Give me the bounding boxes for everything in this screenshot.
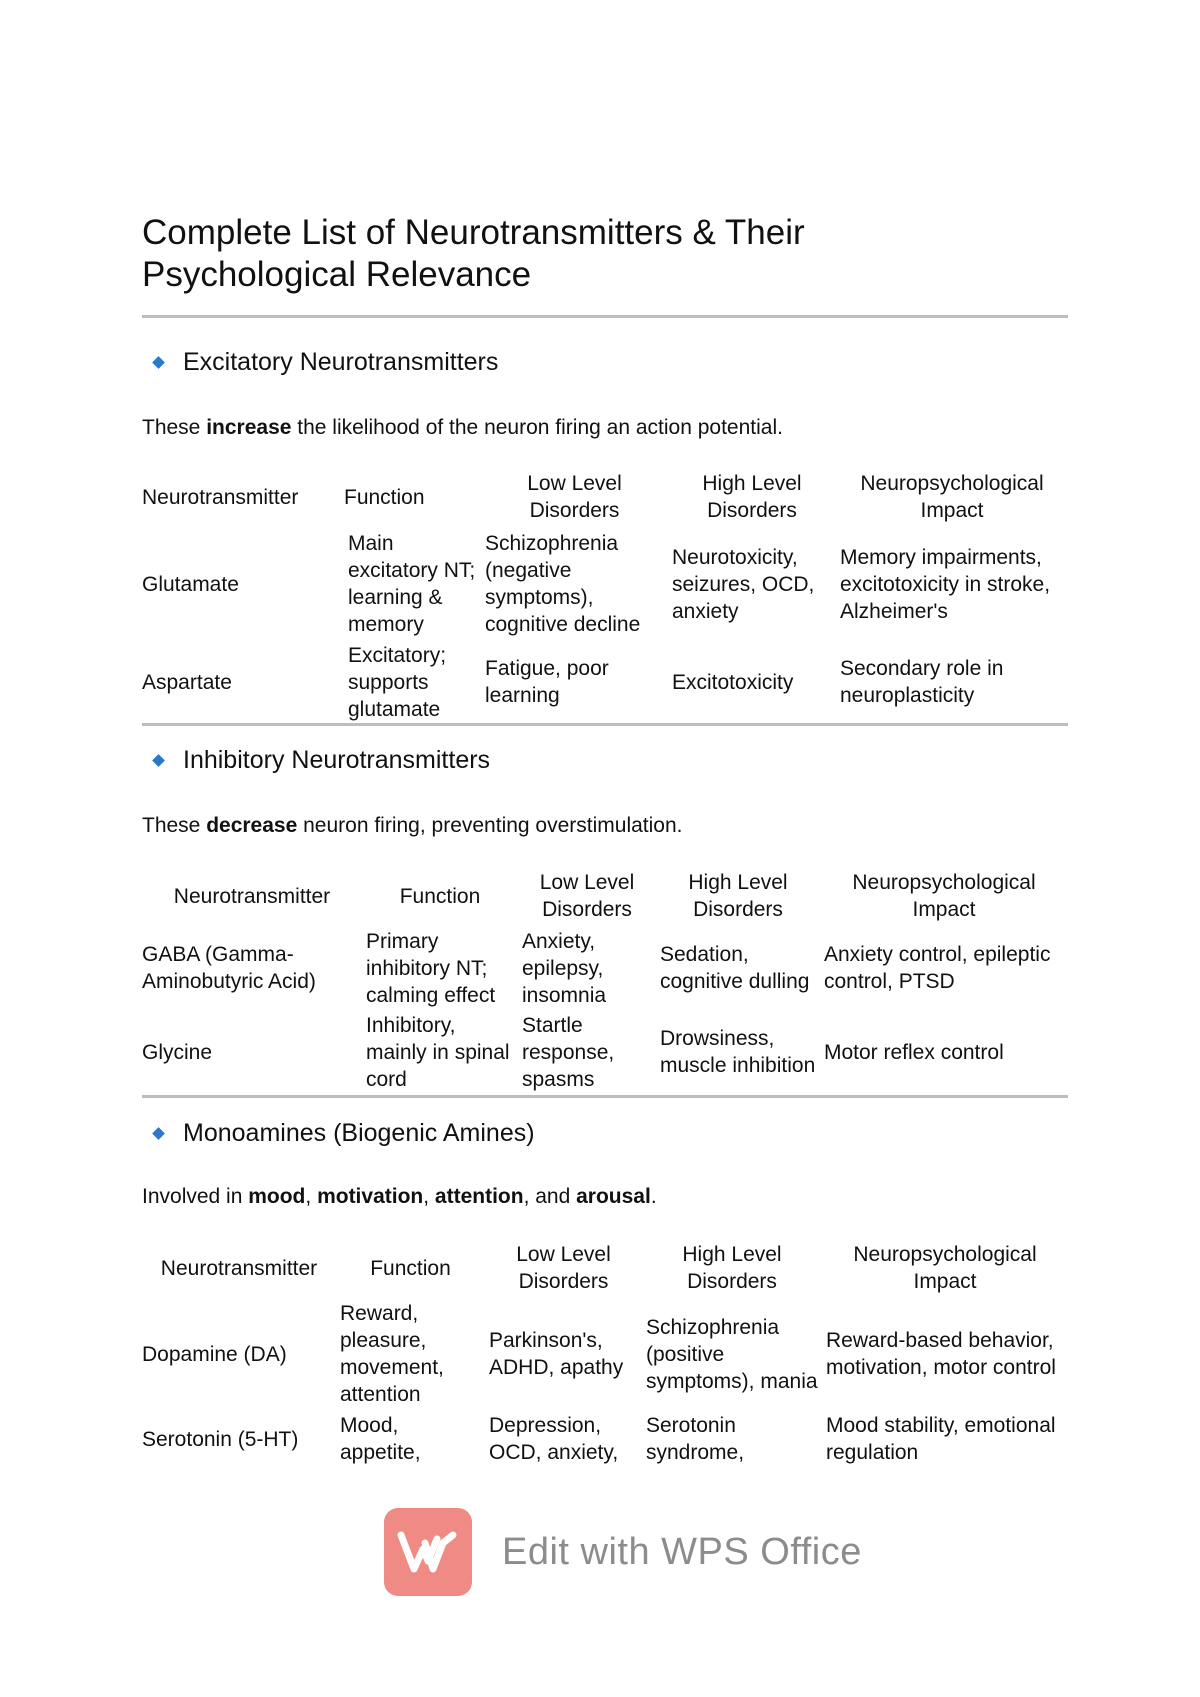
wps-watermark-text[interactable]: Edit with WPS Office xyxy=(502,1530,862,1573)
cell-function: Excitatory; supports glutamate xyxy=(348,643,447,721)
section-heading-text: Excitatory Neurotransmitters xyxy=(183,348,499,376)
bullet-diamond-icon xyxy=(152,1127,165,1140)
cell-function: Reward, pleasure, movement, attention xyxy=(340,1302,444,1406)
col-header-impact: Neuropsychological Impact xyxy=(853,1243,1037,1293)
inhibitory-table xyxy=(142,866,1068,1094)
table-header-row xyxy=(142,1238,1068,1298)
col-header-function: Function xyxy=(370,1256,451,1280)
section-heading-monoamines xyxy=(150,1118,535,1148)
intro-text: . xyxy=(650,1185,657,1208)
cell-low-level: Depression, OCD, anxiety, xyxy=(489,1414,619,1464)
cell-impact: Mood stability, emotional regulation xyxy=(826,1414,1056,1464)
cell-function: Main excitatory NT; learning & memory xyxy=(348,532,476,636)
col-header-low-level: Low Level Disorders xyxy=(539,871,635,921)
cell-high-level: Excitotoxicity xyxy=(672,670,794,694)
cell-impact: Motor reflex control xyxy=(824,1040,1004,1064)
wps-logo-icon[interactable] xyxy=(384,1508,472,1596)
intro-bold-text: increase xyxy=(206,416,292,439)
cell-function: Inhibitory, mainly in spinal cord xyxy=(366,1013,510,1091)
intro-text: the likelihood of the neuron firing an action potential. xyxy=(291,416,783,439)
table-row xyxy=(142,641,1068,723)
section-heading-excitatory xyxy=(150,347,498,377)
cell-high-level: Drowsiness, muscle inhibition xyxy=(660,1027,816,1077)
monoamines-table xyxy=(142,1238,1068,1468)
wps-w-glyph-icon xyxy=(397,1529,459,1575)
cell-impact: Anxiety control, epileptic control, PTSD xyxy=(824,943,1051,993)
section-intro-inhibitory xyxy=(142,813,683,839)
intro-text: , xyxy=(423,1185,435,1208)
cell-impact: Secondary role in neuroplasticity xyxy=(840,657,1004,707)
wps-watermark[interactable] xyxy=(384,1508,862,1596)
excitatory-table xyxy=(142,467,1068,723)
col-header-high-level: High Level Disorders xyxy=(702,472,802,522)
table-row xyxy=(142,1010,1068,1094)
intro-text: These xyxy=(142,814,207,837)
table-header-row xyxy=(142,467,1068,527)
table-row xyxy=(142,1298,1068,1410)
section-heading-inhibitory xyxy=(150,745,490,775)
title-divider xyxy=(142,315,1068,318)
cell-high-level: Neurotoxicity, seizures, OCD, anxiety xyxy=(672,545,815,623)
cell-impact: Memory impairments, excitotoxicity in stroke, Alzheimer's xyxy=(840,545,1051,623)
section-divider xyxy=(142,1095,1068,1098)
intro-text: , xyxy=(305,1185,318,1208)
section-intro-excitatory xyxy=(142,415,783,441)
col-header-neurotransmitter: Neurotransmitter xyxy=(142,485,299,509)
table-row xyxy=(142,926,1068,1010)
intro-bold-text: decrease xyxy=(206,814,298,837)
intro-bold-text: arousal xyxy=(576,1185,651,1208)
cell-neurotransmitter: Glutamate xyxy=(142,572,239,596)
col-header-impact: Neuropsychological Impact xyxy=(852,871,1036,921)
col-header-function: Function xyxy=(344,485,425,509)
cell-neurotransmitter: Aspartate xyxy=(142,670,232,694)
col-header-high-level: High Level Disorders xyxy=(688,871,788,921)
cell-low-level: Anxiety, epilepsy, insomnia xyxy=(522,929,607,1007)
cell-high-level: Serotonin syndrome, xyxy=(646,1414,745,1464)
intro-bold-text: attention xyxy=(434,1185,524,1208)
page-title: Complete List of Neurotransmitters & Their Psychological Relevance xyxy=(142,213,805,294)
intro-text: Involved in xyxy=(142,1185,249,1208)
section-heading-text: Inhibitory Neurotransmitters xyxy=(183,746,491,774)
cell-function: Primary inhibitory NT; calming effect xyxy=(366,929,496,1007)
table-row xyxy=(142,1410,1068,1468)
table-header-row xyxy=(142,866,1068,926)
col-header-low-level: Low Level Disorders xyxy=(527,472,622,522)
cell-impact: Reward-based behavior, motivation, motor control xyxy=(826,1329,1056,1379)
col-header-low-level: Low Level Disorders xyxy=(516,1243,611,1293)
section-heading-text: Monoamines (Biogenic Amines) xyxy=(183,1119,535,1147)
intro-bold-text: mood xyxy=(248,1185,306,1208)
intro-text: These xyxy=(142,416,207,439)
col-header-neurotransmitter: Neurotransmitter xyxy=(160,1256,318,1280)
intro-text: , and xyxy=(523,1185,577,1208)
bullet-diamond-icon xyxy=(152,356,165,369)
col-header-impact: Neuropsychological Impact xyxy=(860,472,1044,522)
col-header-neurotransmitter: Neurotransmitter xyxy=(173,884,331,908)
col-header-high-level: High Level Disorders xyxy=(682,1243,782,1293)
cell-low-level: Startle response, spasms xyxy=(522,1013,615,1091)
cell-low-level: Parkinson's, ADHD, apathy xyxy=(489,1329,624,1379)
section-divider xyxy=(142,723,1068,726)
table-row xyxy=(142,527,1068,641)
cell-high-level: Sedation, cognitive dulling xyxy=(660,943,810,993)
cell-low-level: Fatigue, poor learning xyxy=(485,657,609,707)
col-header-function: Function xyxy=(399,884,481,908)
cell-neurotransmitter: GABA (Gamma-Aminobutyric Acid) xyxy=(142,943,316,993)
cell-neurotransmitter: Dopamine (DA) xyxy=(142,1342,287,1366)
cell-low-level: Schizophrenia (negative symptoms), cognitive decline xyxy=(485,532,641,636)
section-intro-monoamines xyxy=(142,1184,657,1210)
cell-neurotransmitter: Glycine xyxy=(142,1040,213,1064)
intro-text: neuron firing, preventing overstimulation. xyxy=(297,814,683,837)
cell-high-level: Schizophrenia (positive symptoms), mania xyxy=(646,1315,818,1393)
bullet-diamond-icon xyxy=(152,754,165,767)
cell-function: Mood, appetite, xyxy=(340,1414,421,1464)
cell-neurotransmitter: Serotonin (5-HT) xyxy=(142,1427,299,1451)
intro-bold-text: motivation xyxy=(317,1185,424,1208)
